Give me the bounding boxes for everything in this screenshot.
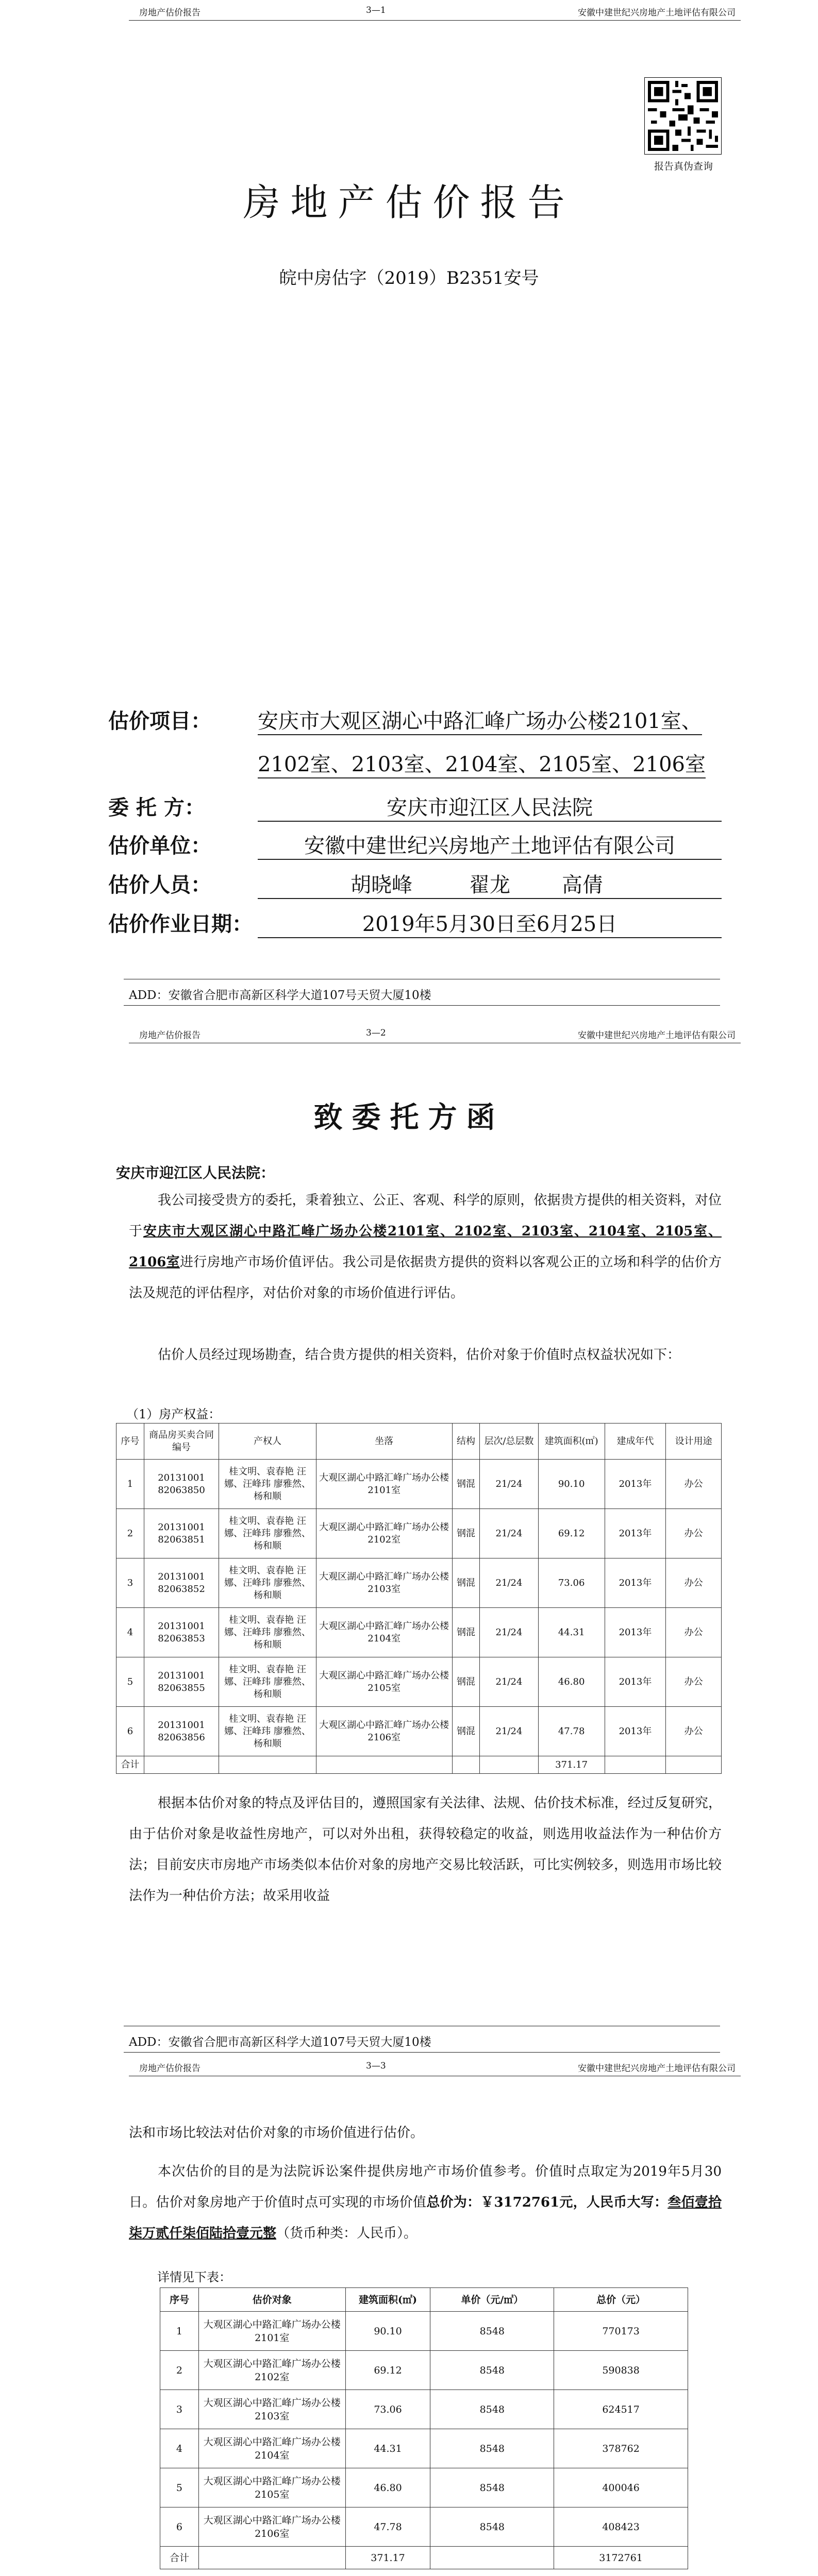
period-row — [108, 908, 722, 938]
col-header: 结构 — [452, 1423, 480, 1460]
cell: 20131001 82063853 — [144, 1608, 219, 1657]
table-row — [116, 1608, 722, 1657]
person-1: 胡晓峰 — [350, 873, 412, 897]
p3-continued-text: 法和市场比较法对估价对象的市场价值进行估价。 — [129, 2125, 424, 2141]
table-row — [116, 1558, 722, 1608]
table-row — [116, 1460, 722, 1509]
page-footer — [124, 2026, 720, 2053]
col-header: 估价对象 — [198, 2288, 345, 2312]
col-header: 设计用途 — [666, 1423, 722, 1460]
letter-paragraph-3 — [129, 1788, 722, 1911]
cell: 大观区湖心中路汇峰广场办公楼2105室 — [198, 2468, 345, 2507]
cell: 6 — [116, 1707, 144, 1756]
col-header: 产权人 — [219, 1423, 316, 1460]
cell: 桂文明、袁春艳 汪 娜、汪峰玮 廖雅然、杨和顺 — [219, 1608, 316, 1657]
table-row — [160, 2351, 688, 2390]
total-label: 合计 — [116, 1756, 144, 1774]
cell: 办公 — [666, 1608, 722, 1657]
appraiser-row — [108, 829, 722, 860]
cell: 1 — [116, 1460, 144, 1509]
total-label: 合计 — [160, 2547, 199, 2569]
cell: 办公 — [666, 1657, 722, 1707]
cell: 8548 — [430, 2390, 554, 2429]
document-number: 皖中房估字（2019）B2351安号 — [279, 268, 539, 289]
cell: 73.06 — [345, 2390, 430, 2429]
header-right: 安徽中建世纪兴房地产土地评估有限公司 — [578, 1030, 736, 1041]
letter-paragraph-3-continued — [129, 2117, 722, 2148]
cell: 2013年 — [605, 1509, 665, 1558]
cell: 20131001 82063856 — [144, 1707, 219, 1756]
header-right: 安徽中建世纪兴房地产土地评估有限公司 — [578, 8, 736, 18]
persons-value — [258, 869, 722, 899]
header-page-number: 3—1 — [366, 5, 386, 15]
table-row — [160, 2390, 688, 2429]
cell: 400046 — [554, 2468, 688, 2507]
project-row-2 — [258, 748, 706, 778]
footer-address: ADD：安徽省合肥市高新区科学大道107号天贸大厦10楼 — [129, 989, 431, 1002]
cell: 6 — [160, 2507, 199, 2547]
appraiser-value: 安徽中建世纪兴房地产土地评估有限公司 — [258, 829, 722, 860]
cell: 钢混 — [452, 1657, 480, 1707]
page-header — [129, 1023, 741, 1043]
letter-paragraph-2 — [129, 1340, 722, 1370]
cell: 大观区湖心中路汇峰广场办公楼2101室 — [198, 2312, 345, 2351]
header-left: 房地产估价报告 — [139, 2063, 201, 2074]
letter-title: 致委托方函 — [313, 1100, 505, 1134]
cell: 5 — [116, 1657, 144, 1707]
header-left: 房地产估价报告 — [139, 8, 201, 18]
cell: 44.31 — [538, 1608, 605, 1657]
cell: 大观区湖心中路汇峰广场办公楼2105室 — [316, 1657, 452, 1707]
cell: 2013年 — [605, 1558, 665, 1608]
cell: 办公 — [666, 1460, 722, 1509]
col-header: 序号 — [116, 1423, 144, 1460]
cell: 21/24 — [480, 1558, 538, 1608]
appraiser-label: 估价单位： — [108, 834, 211, 858]
cell: 4 — [160, 2429, 199, 2468]
col-header: 序号 — [160, 2288, 199, 2312]
client-label: 委 托 方： — [108, 795, 205, 820]
cell: 90.10 — [345, 2312, 430, 2351]
project-value-line1: 安庆市大观区湖心中路汇峰广场办公楼2101室、 — [258, 705, 702, 735]
footer-address: ADD：安徽省合肥市高新区科学大道107号天贸大厦10楼 — [129, 2036, 431, 2049]
p1-text-a: 我公司接受贵方的委托，秉着独立、公正、客观、科学的原则，依据贵方提供的相关资料，对位于 — [129, 1193, 722, 1239]
detail-caption: 详情见下表： — [157, 2270, 231, 2284]
cell: 20131001 82063851 — [144, 1509, 219, 1558]
cell: 办公 — [666, 1558, 722, 1608]
cell: 8548 — [430, 2312, 554, 2351]
value-table — [160, 2287, 688, 2569]
page-footer — [124, 979, 720, 1006]
qr-caption: 报告真伪查询 — [654, 161, 713, 172]
cell: 钢混 — [452, 1509, 480, 1558]
persons-row — [108, 869, 722, 899]
table-total-row — [116, 1756, 722, 1774]
header-right: 安徽中建世纪兴房地产土地评估有限公司 — [578, 2063, 736, 2074]
person-2: 翟龙 — [469, 873, 510, 897]
p4-total-value: 总价为：￥3172761元，人民币大写： — [426, 2195, 668, 2210]
cell: 5 — [160, 2468, 199, 2507]
cell: 桂文明、袁春艳 汪 娜、汪峰玮 廖雅然、杨和顺 — [219, 1707, 316, 1756]
cell: 590838 — [554, 2351, 688, 2390]
cell: 2013年 — [605, 1460, 665, 1509]
cell: 8548 — [430, 2351, 554, 2390]
cell: 21/24 — [480, 1460, 538, 1509]
cell: 770173 — [554, 2312, 688, 2351]
client-value: 安庆市迎江区人民法院 — [258, 791, 722, 822]
project-value-line2: 2102室、2103室、2104室、2105室、2106室 — [258, 748, 706, 778]
client-row — [108, 791, 722, 822]
header-page-number: 3—3 — [366, 2061, 386, 2071]
cell: 钢混 — [452, 1460, 480, 1509]
cell: 1 — [160, 2312, 199, 2351]
cell: 3 — [116, 1558, 144, 1608]
table-row — [116, 1509, 722, 1558]
cell: 桂文明、袁春艳 汪 娜、汪峰玮 廖雅然、杨和顺 — [219, 1657, 316, 1707]
cell: 69.12 — [345, 2351, 430, 2390]
cell: 44.31 — [345, 2429, 430, 2468]
cell: 大观区湖心中路汇峰广场办公楼2101室 — [316, 1460, 452, 1509]
cell: 69.12 — [538, 1509, 605, 1558]
total-area: 371.17 — [538, 1756, 605, 1774]
cell: 大观区湖心中路汇峰广场办公楼2103室 — [198, 2390, 345, 2429]
period-value: 2019年5月30日至6月25日 — [258, 908, 722, 938]
cell: 2013年 — [605, 1657, 665, 1707]
total-value: 3172761 — [554, 2547, 688, 2569]
cell: 8548 — [430, 2468, 554, 2507]
cell: 408423 — [554, 2507, 688, 2547]
table-row — [160, 2507, 688, 2547]
cell: 20131001 82063850 — [144, 1460, 219, 1509]
cell: 2 — [116, 1509, 144, 1558]
col-header: 层次/总层数 — [480, 1423, 538, 1460]
table-total-row — [160, 2547, 688, 2569]
letter-addressee: 安庆市迎江区人民法院： — [116, 1164, 275, 1181]
cell: 21/24 — [480, 1509, 538, 1558]
cell: 大观区湖心中路汇峰广场办公楼2104室 — [198, 2429, 345, 2468]
cell: 4 — [116, 1608, 144, 1657]
cell: 47.78 — [345, 2507, 430, 2547]
col-header: 商品房买卖合同编号 — [144, 1423, 219, 1460]
letter-paragraph-1 — [129, 1185, 722, 1309]
cell: 47.78 — [538, 1707, 605, 1756]
report-title: 房地产估价报告 — [243, 181, 575, 224]
cell: 2 — [160, 2351, 199, 2390]
cell: 20131001 82063855 — [144, 1657, 219, 1707]
col-header: 建筑面积(㎡) — [538, 1423, 605, 1460]
cell: 2013年 — [605, 1707, 665, 1756]
header-page-number: 3—2 — [366, 1028, 386, 1038]
col-header: 坐落 — [316, 1423, 452, 1460]
header-left: 房地产估价报告 — [139, 1030, 201, 1041]
cell: 大观区湖心中路汇峰广场办公楼2104室 — [316, 1608, 452, 1657]
table-row — [116, 1707, 722, 1756]
col-header: 建筑面积(㎡) — [345, 2288, 430, 2312]
col-header: 总价（元） — [554, 2288, 688, 2312]
cell: 21/24 — [480, 1657, 538, 1707]
p1-text-c: 进行房地产市场价值评估。我公司是依据贵方提供的资料以客观公正的立场和科学的估价方法及规范的评估程序，对估价对象的市场价值进行评估。 — [129, 1255, 722, 1301]
table-row — [160, 2429, 688, 2468]
period-label: 估价作业日期： — [108, 912, 253, 936]
cell: 桂文明、袁春艳 汪 娜、汪峰玮 廖雅然、杨和顺 — [219, 1558, 316, 1608]
table-row — [160, 2312, 688, 2351]
cell: 46.80 — [538, 1657, 605, 1707]
cell: 46.80 — [345, 2468, 430, 2507]
cell: 21/24 — [480, 1707, 538, 1756]
rights-caption: （1）房产权益： — [126, 1407, 221, 1421]
table-row — [116, 1657, 722, 1707]
p4-currency-note: （货币种类：人民币）。 — [276, 2226, 418, 2241]
cell: 大观区湖心中路汇峰广场办公楼2102室 — [316, 1509, 452, 1558]
cell: 90.10 — [538, 1460, 605, 1509]
page-header — [129, 0, 741, 21]
total-area: 371.17 — [345, 2547, 430, 2569]
cell: 钢混 — [452, 1558, 480, 1608]
table-row — [160, 2468, 688, 2507]
p4-text-a: 本次估价的目的是为法院诉讼案件提供房地产市场价值参考。价值时点取定为2019年5月30日。估价对象房地产于价值时点可实现的市场价值 — [129, 2164, 722, 2210]
p1-property-address: 安庆市大观区湖心中路汇峰广场办公楼2101室、2102室、2103室、2104室、2105室、2106室 — [129, 1224, 722, 1270]
cell: 钢混 — [452, 1608, 480, 1657]
cell: 办公 — [666, 1509, 722, 1558]
qr-code-icon[interactable] — [644, 77, 722, 155]
cell: 大观区湖心中路汇峰广场办公楼2106室 — [316, 1707, 452, 1756]
person-3: 高倩 — [562, 873, 603, 897]
persons-label: 估价人员： — [108, 873, 211, 897]
cell: 73.06 — [538, 1558, 605, 1608]
cell: 624517 — [554, 2390, 688, 2429]
cell: 8548 — [430, 2429, 554, 2468]
report-page-1 — [0, 0, 818, 1005]
col-header: 建成年代 — [605, 1423, 665, 1460]
col-header: 单价（元/㎡） — [430, 2288, 554, 2312]
project-row — [108, 705, 702, 735]
letter-paragraph-4 — [129, 2156, 722, 2249]
cell: 大观区湖心中路汇峰广场办公楼2106室 — [198, 2507, 345, 2547]
cell: 桂文明、袁春艳 汪 娜、汪峰玮 廖雅然、杨和顺 — [219, 1460, 316, 1509]
cell: 3 — [160, 2390, 199, 2429]
page-header — [129, 2056, 741, 2076]
p4-total-in-words: 叁佰壹拾柒万贰仟柒佰陆拾壹元整 — [129, 2195, 722, 2241]
cell: 大观区湖心中路汇峰广场办公楼2102室 — [198, 2351, 345, 2390]
cell: 8548 — [430, 2507, 554, 2547]
rights-table — [116, 1423, 722, 1774]
cell: 钢混 — [452, 1707, 480, 1756]
cell: 大观区湖心中路汇峰广场办公楼2103室 — [316, 1558, 452, 1608]
cell: 21/24 — [480, 1608, 538, 1657]
cell: 378762 — [554, 2429, 688, 2468]
project-label: 估价项目： — [108, 709, 211, 733]
cell: 20131001 82063852 — [144, 1558, 219, 1608]
p2-text: 估价人员经过现场勘查，结合贵方提供的相关资料，估价对象于价值时点权益状况如下： — [158, 1347, 681, 1363]
cell: 桂文明、袁春艳 汪 娜、汪峰玮 廖雅然、杨和顺 — [219, 1509, 316, 1558]
p3-text: 根据本估价对象的特点及评估目的，遵照国家有关法律、法规、估价技术标准，经过反复研究，由于估价对象是收益性房地产，可以对外出租，获得较稳定的收益，则选用收益法作为一种估价方法；目前安庆市房地产市场类似本估价对象的房地产交易比较活跃，可比实例较多，则选用市场比较法作为一种估价方法；故采用收益 — [129, 1795, 722, 1904]
cell: 2013年 — [605, 1608, 665, 1657]
cell: 办公 — [666, 1707, 722, 1756]
